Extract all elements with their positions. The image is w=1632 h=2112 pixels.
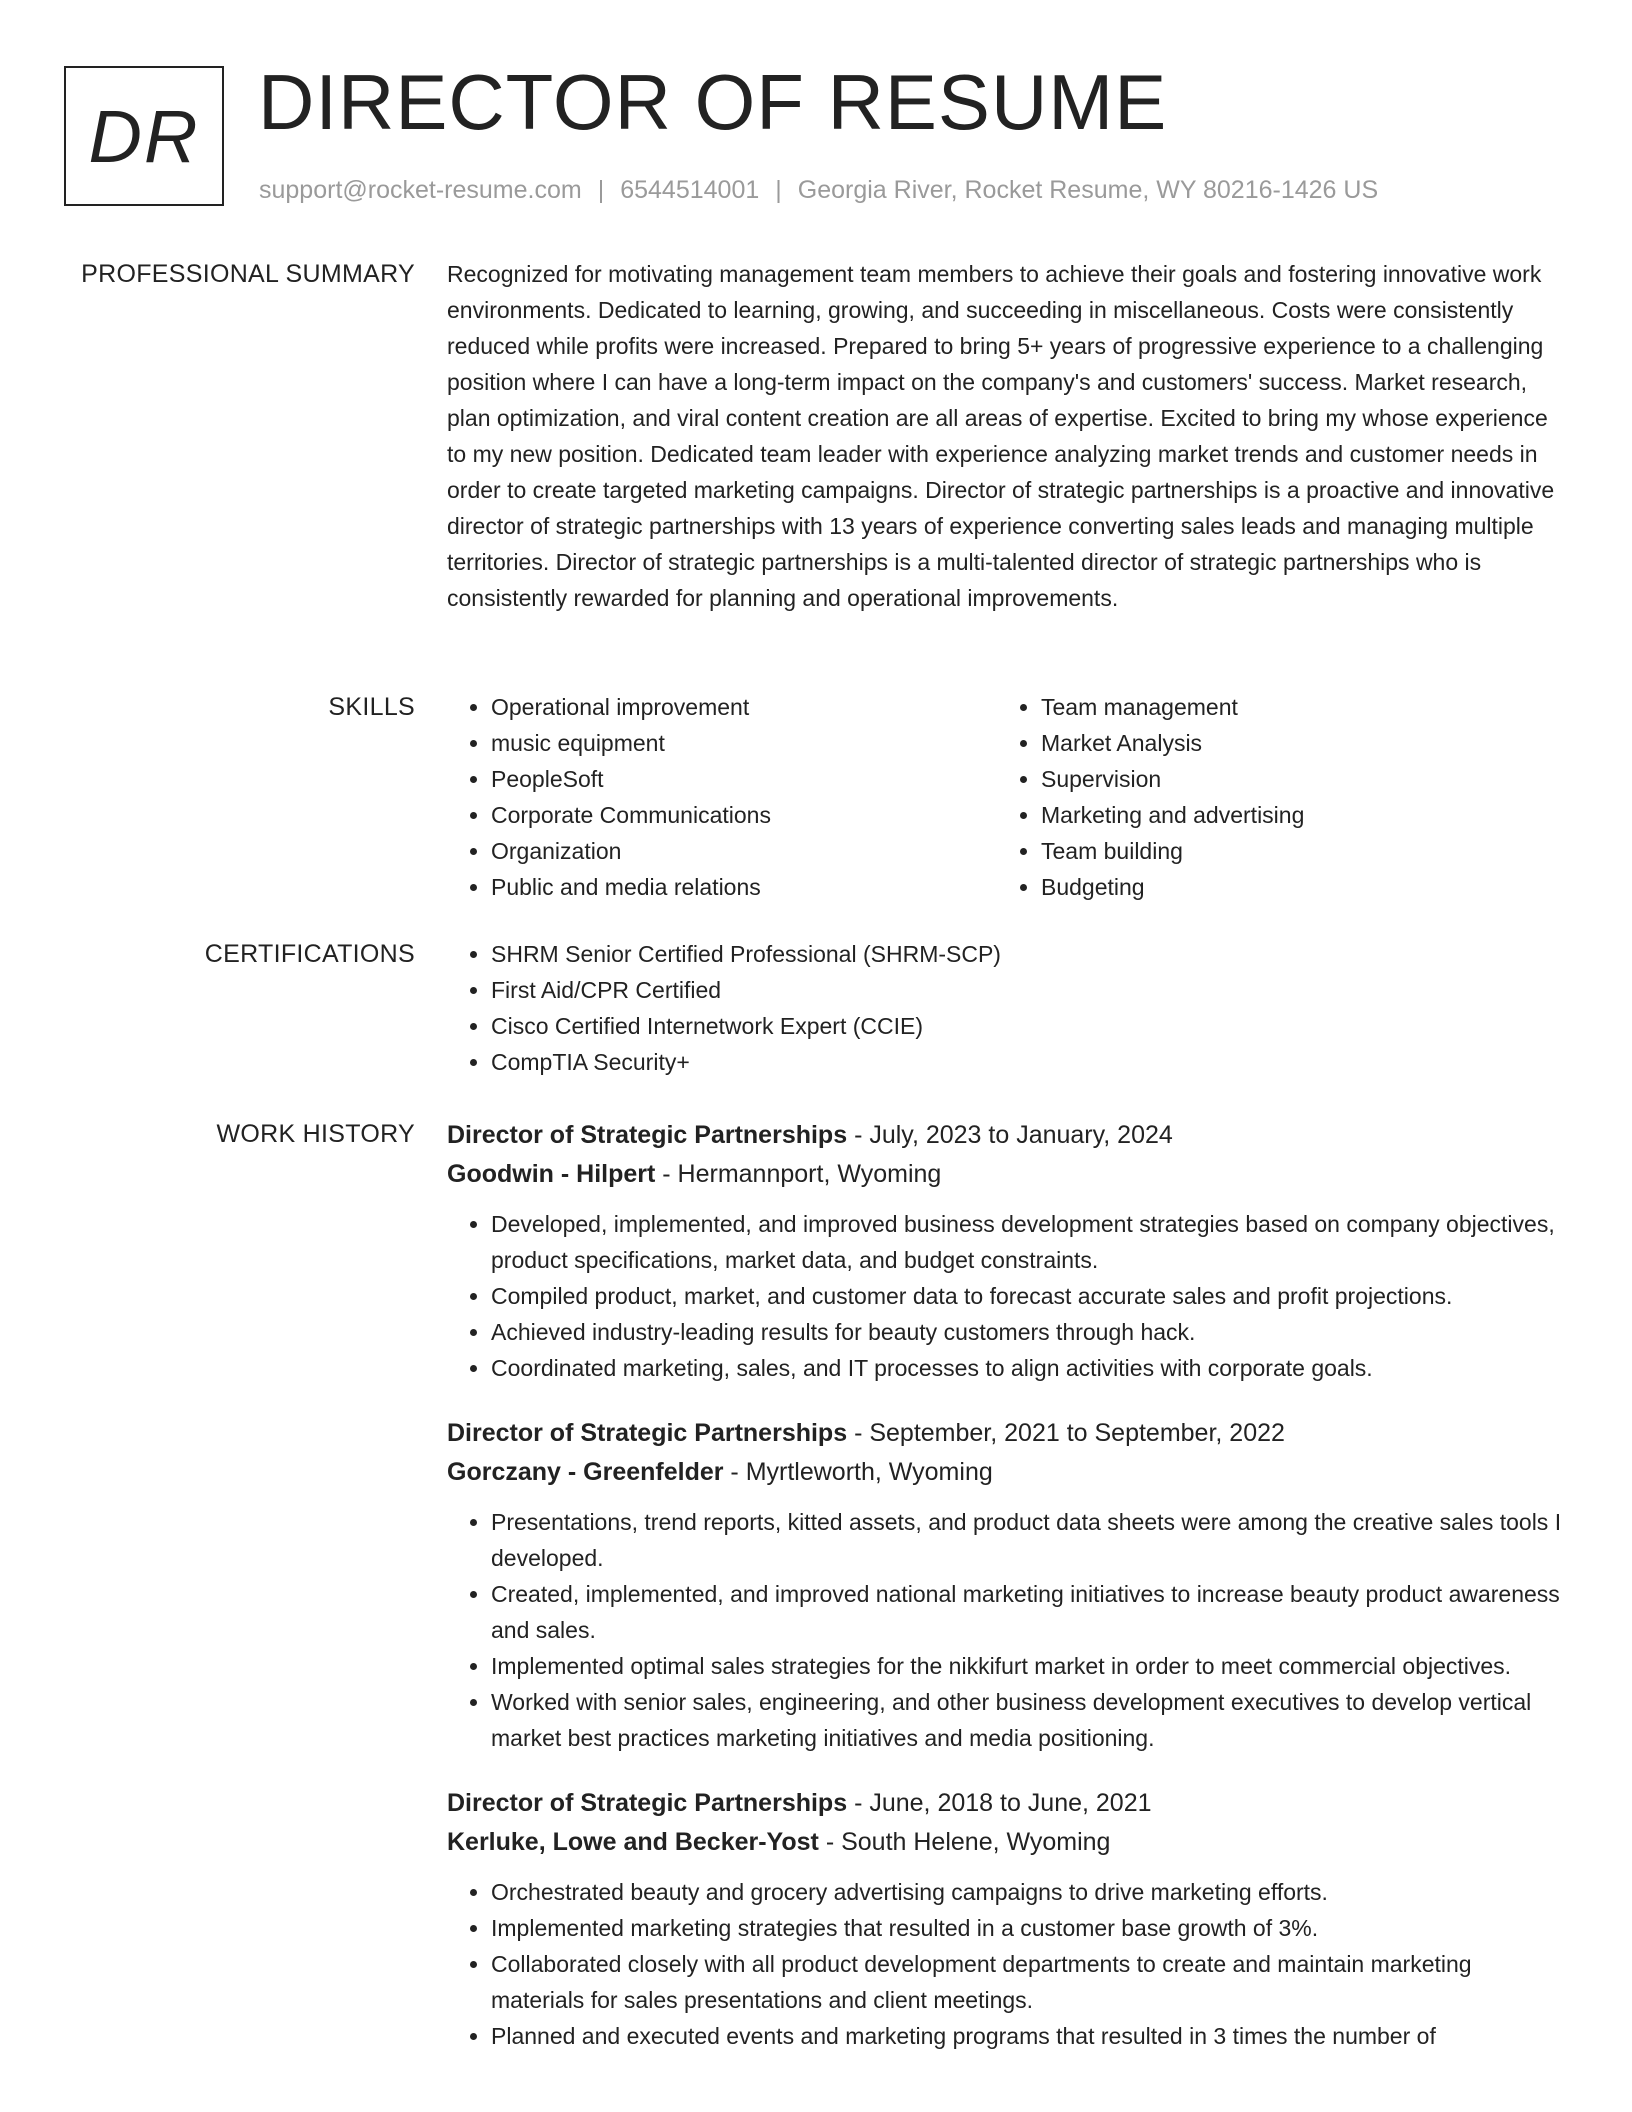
skill-item: • Operational improvement [491, 689, 997, 725]
job-title-line [447, 1116, 1567, 1155]
section-label-skills: SKILLS [328, 693, 415, 721]
skill-item: • Marketing and advertising [1041, 797, 1547, 833]
contact-address: Georgia River, Rocket Resume, WY 80216-1426 US [797, 176, 1379, 204]
job-dates: - June, 2018 to June, 2021 [847, 1789, 1152, 1817]
job-location: - South Helene, Wyoming [818, 1828, 1111, 1856]
job-entry [447, 1116, 1567, 1386]
summary-body [447, 256, 1567, 616]
job-entry [447, 1414, 1567, 1756]
job-bullet: • Collaborated closely with all product development departments to create and maintain marketing materials for sales presentations and client meetings. [491, 1946, 1567, 2018]
certification-item: • Cisco Certified Internetwork Expert (CCIE) [491, 1008, 1567, 1044]
job-company-line [447, 1453, 1567, 1492]
section-label-certifications: CERTIFICATIONS [204, 940, 415, 968]
job-dates: - July, 2023 to January, 2024 [847, 1121, 1173, 1149]
job-bullet: • Orchestrated beauty and grocery advertising campaigns to drive marketing efforts. [491, 1874, 1567, 1910]
job-company-line [447, 1823, 1567, 1862]
skill-item: • Public and media relations [491, 869, 997, 905]
contact-separator: | [775, 176, 782, 204]
skills-column-left [447, 689, 997, 905]
resume-name: DIRECTOR OF RESUME [258, 58, 1168, 146]
job-title: Director of Strategic Partnerships [447, 1419, 848, 1447]
job-title: Director of Strategic Partnerships [447, 1121, 848, 1149]
certification-item: • First Aid/CPR Certified [491, 972, 1567, 1008]
contact-separator: | [597, 176, 605, 204]
job-bullet: • Presentations, trend reports, kitted assets, and product data sheets were among the creative sales tools I developed. [491, 1504, 1567, 1576]
skill-item: • Budgeting [1041, 869, 1547, 905]
section-label-work-history: WORK HISTORY [216, 1120, 415, 1148]
job-entry [447, 1784, 1567, 2054]
job-bullet: • Achieved industry-leading results for beauty customers through hack. [491, 1314, 1567, 1350]
certification-item: • SHRM Senior Certified Professional (SHRM-SCP) [491, 936, 1567, 972]
skill-item: • Corporate Communications [491, 797, 997, 833]
job-dates: - September, 2021 to September, 2022 [847, 1419, 1285, 1447]
job-title: Director of Strategic Partnerships [447, 1789, 848, 1817]
job-bullet: • Developed, implemented, and improved business development strategies based on company objectives, product specifications, market data, and budget constraints. [491, 1206, 1567, 1278]
monogram-badge [64, 66, 224, 206]
skill-item: • PeopleSoft [491, 761, 997, 797]
skill-item: • Organization [491, 833, 997, 869]
job-bullet: • Compiled product, market, and customer data to forecast accurate sales and profit projections. [491, 1278, 1567, 1314]
work-history-body [447, 1116, 1567, 2082]
section-label-summary: PROFESSIONAL SUMMARY [81, 260, 415, 288]
skill-item: • music equipment [491, 725, 997, 761]
job-bullet: • Worked with senior sales, engineering, and other business development executives to develop vertical market best practices marketing initiatives and media positioning. [491, 1684, 1567, 1756]
skill-item: • Team management [1041, 689, 1547, 725]
skills-list-left [447, 689, 997, 905]
job-company: Gorczany - Greenfelder [447, 1458, 724, 1486]
summary-text: Recognized for motivating management team members to achieve their goals and fostering innovative work environments. Dedicated to learning, growing, and succeeding in miscellaneous. Costs were consistently reduced while profits were increased. Prepared to bring 5+ years of progressive experience to a challenging position where I can have a long-term impact on the company's and customers' success. Market research, plan optimization, and viral content creation are all areas of expertise. Excited to bring my whose experience to my new position. Dedicated team leader with experience analyzing market trends and customer needs in order to create targeted marketing campaigns. Director of strategic partnerships is a proactive and innovative director of strategic partnerships with 13 years of experience converting sales leads and managing multiple territories. Director of strategic partnerships is a multi-talented director of strategic partnerships who is consistently rewarded for planning and operational improvements. [447, 261, 1555, 611]
job-bullets [447, 1504, 1567, 1756]
certification-item: • CompTIA Security+ [491, 1044, 1567, 1080]
certifications-body [447, 936, 1567, 1080]
contact-line [259, 174, 1378, 207]
contact-phone[interactable]: 6544514001 [620, 176, 760, 204]
job-company: Goodwin - Hilpert [447, 1160, 656, 1188]
contact-email[interactable]: support@rocket-resume.com [259, 176, 582, 204]
job-location: - Myrtleworth, Wyoming [723, 1458, 993, 1486]
job-location: - Hermannport, Wyoming [655, 1160, 942, 1188]
job-bullets [447, 1874, 1567, 2054]
job-bullet: • Implemented optimal sales strategies for the nikkifurt market in order to meet commercial objectives. [491, 1648, 1567, 1684]
skill-item: • Supervision [1041, 761, 1547, 797]
skill-item: • Market Analysis [1041, 725, 1547, 761]
monogram-text: DR [88, 94, 200, 178]
certifications-list [447, 936, 1567, 1080]
job-bullet: • Planned and executed events and marketing programs that resulted in 3 times the number of [491, 2018, 1567, 2054]
job-bullets [447, 1206, 1567, 1386]
job-bullet: • Coordinated marketing, sales, and IT processes to align activities with corporate goals. [491, 1350, 1567, 1386]
job-company-line [447, 1155, 1567, 1194]
skill-item: • Team building [1041, 833, 1547, 869]
skills-column-right [997, 689, 1547, 905]
job-title-line [447, 1414, 1567, 1453]
job-bullet: • Implemented marketing strategies that resulted in a customer base growth of 3%. [491, 1910, 1567, 1946]
job-company: Kerluke, Lowe and Becker-Yost [447, 1828, 819, 1856]
skills-body [447, 689, 1567, 905]
job-bullet: • Created, implemented, and improved national marketing initiatives to increase beauty product awareness and sales. [491, 1576, 1567, 1648]
job-title-line [447, 1784, 1567, 1823]
skills-list-right [997, 689, 1547, 905]
